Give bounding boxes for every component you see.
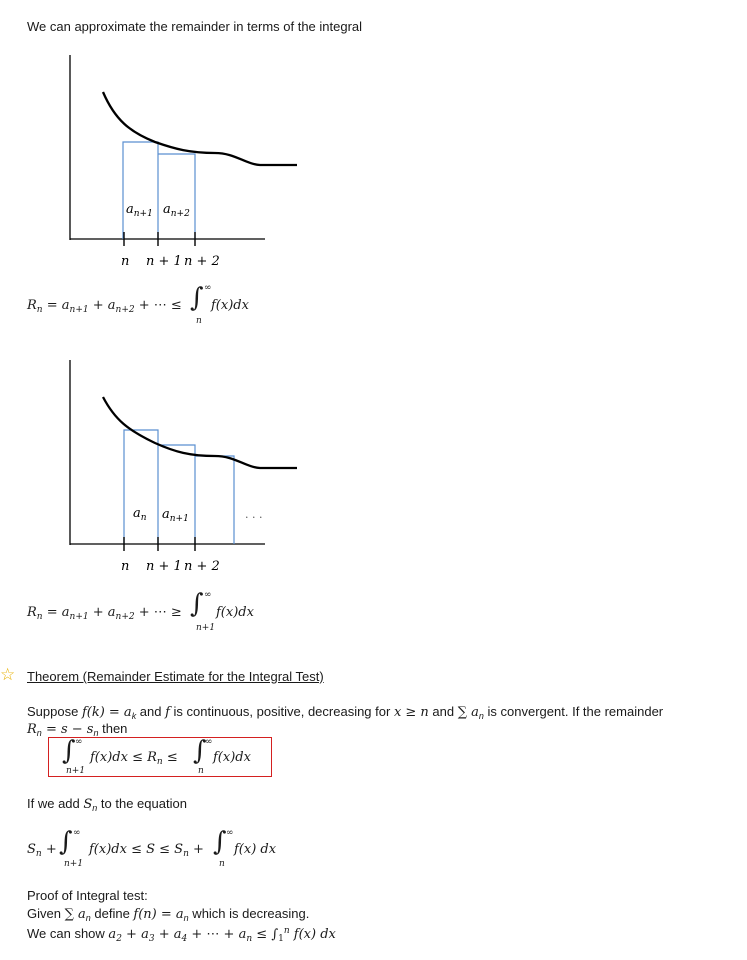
eq3-middle: $f(x)dx \le S \le S_n$ + bbox=[89, 842, 204, 859]
equation-1: $R_n = a_{n+1} + a_{n+2}$ + ⋯ ≤ bbox=[27, 298, 182, 315]
proof-show: We can show $a_2 + a_3 + a_4$ + ⋯ + $a_n \le \int_1^n$ f(x) dx bbox=[27, 926, 336, 944]
rect-a-n1 bbox=[158, 445, 195, 544]
rect-a-n2 bbox=[158, 154, 195, 239]
theorem-line-1: Suppose $f(k) = a_k$ and f is continuous, positive, decreasing for x ≥ n and ∑ $a_n$ is convergent. If the remainder bbox=[27, 704, 664, 721]
tick-label-n: n bbox=[121, 559, 130, 574]
continuation-dots: . . . bbox=[245, 508, 263, 521]
rect-label-2: $a_{n+2}$ bbox=[163, 202, 190, 219]
eq3-start: $S_n$ + bbox=[27, 842, 57, 859]
box-integral-sign-left: ∫ bbox=[62, 736, 76, 766]
integral-sign-2: ∫ bbox=[190, 589, 204, 619]
proof-given: Given ∑ $a_n$ define $f(n) = a_n$ which is decreasing. bbox=[27, 906, 310, 923]
eq1-upper-limit: ∞ bbox=[204, 283, 212, 293]
equation-2: $R_n = a_{n+1} + a_{n+2}$ + ⋯ ≥ bbox=[27, 605, 182, 622]
eq2-upper-limit: ∞ bbox=[204, 590, 212, 600]
rect-a-n2 bbox=[195, 456, 234, 544]
eq3-lower-1: n+1 bbox=[64, 859, 84, 869]
eq3-upper-1: ∞ bbox=[73, 828, 81, 838]
theorem-title: Theorem (Remainder Estimate for the Integral Test) bbox=[27, 669, 324, 684]
box-right-lower: n bbox=[198, 766, 204, 776]
box-left-lower: n+1 bbox=[66, 766, 86, 776]
rect-label-2: $a_{n+1}$ bbox=[162, 507, 189, 524]
tick-label-n1: n + 1 bbox=[146, 254, 182, 269]
rect-a-n bbox=[124, 430, 158, 544]
integral-sign-1: ∫ bbox=[190, 283, 204, 313]
eq3-lower-2: n bbox=[219, 859, 225, 869]
rect-label-1: $a_n$ bbox=[133, 506, 147, 523]
star-icon: ☆ bbox=[0, 665, 16, 685]
eq3-integral-sign-2: ∫ bbox=[213, 827, 227, 857]
eq2-integrand: f(x)dx bbox=[216, 605, 254, 620]
tick-label-n1: n + 1 bbox=[146, 559, 182, 574]
graph-2 bbox=[60, 355, 310, 585]
tick-label-n2: n + 2 bbox=[184, 254, 220, 269]
decreasing-curve bbox=[103, 397, 297, 468]
box-right-upper: ∞ bbox=[205, 737, 213, 747]
box-middle: $f(x)dx \le R_n$ ≤ bbox=[90, 750, 178, 767]
proof-title: Proof of Integral test: bbox=[27, 888, 148, 903]
tick-label-n2: n + 2 bbox=[184, 559, 220, 574]
theorem-line-2: $R_n = s - s_n$ then bbox=[27, 721, 128, 738]
eq3-end: f(x) dx bbox=[234, 842, 277, 857]
box-left-upper: ∞ bbox=[75, 737, 83, 747]
rect-label-1: $a_{n+1}$ bbox=[126, 202, 153, 219]
eq1-lower-limit: n bbox=[196, 316, 202, 326]
box-integral-sign-right: ∫ bbox=[193, 736, 207, 766]
eq3-integral-sign-1: ∫ bbox=[59, 827, 73, 857]
rect-a-n1 bbox=[123, 142, 158, 239]
tick-label-n: n bbox=[121, 254, 130, 269]
add-sn-text: If we add $S_n$ to the equation bbox=[27, 796, 187, 813]
eq1-integrand: f(x)dx bbox=[211, 298, 249, 313]
eq3-upper-2: ∞ bbox=[226, 828, 234, 838]
decreasing-curve bbox=[103, 92, 297, 165]
box-right-integrand: f(x)dx bbox=[213, 750, 251, 765]
graph-1 bbox=[60, 50, 310, 280]
eq2-lower-limit: n+1 bbox=[196, 623, 216, 633]
intro-text: We can approximate the remainder in terms of the integral bbox=[27, 19, 363, 34]
